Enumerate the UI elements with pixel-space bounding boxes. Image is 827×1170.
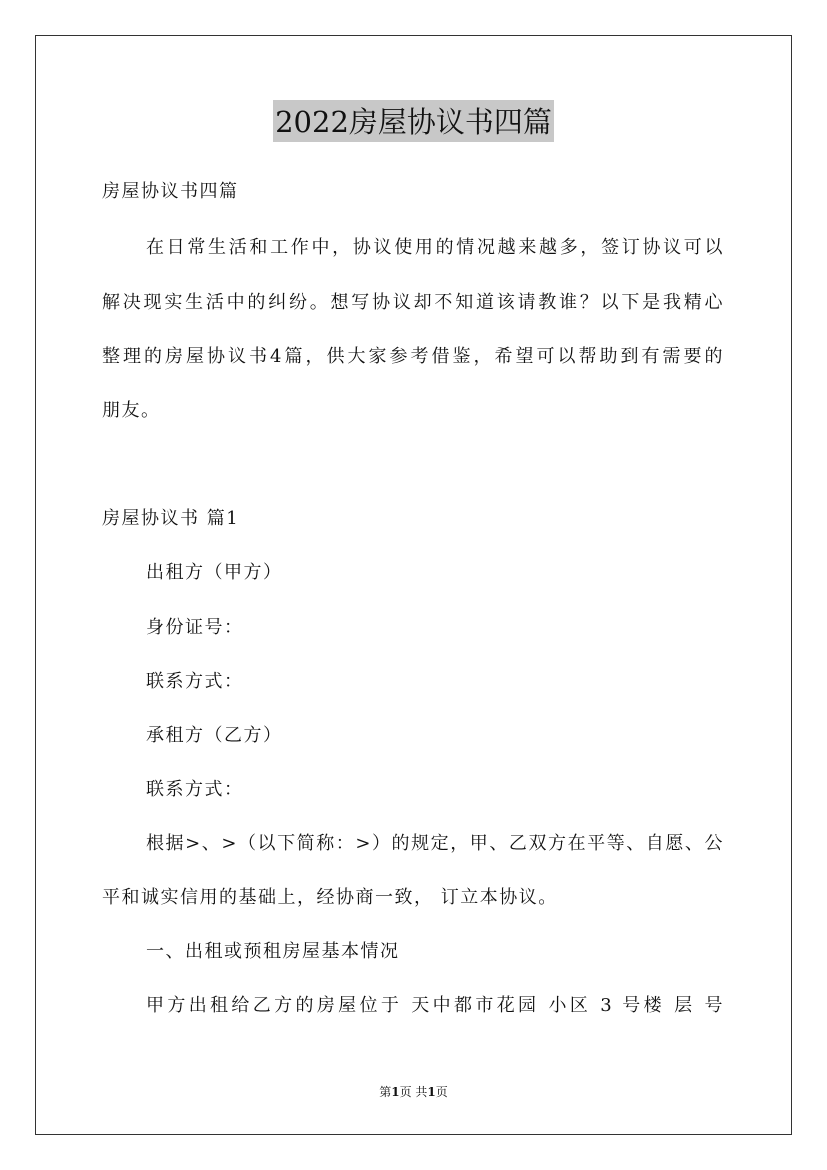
intro-line-3: 整理的房屋协议书4篇，供大家参考借鉴，希望可以帮助到有需要的	[102, 346, 724, 367]
lessee-label: 承租方（乙方）	[146, 725, 283, 746]
lessor-contact-label: 联系方式：	[146, 671, 244, 692]
footer-page-mid: 页 共	[399, 1085, 428, 1099]
lessor-label: 出租方（甲方）	[146, 562, 283, 583]
clause-line-2: 平和诚实信用的基础上，经协商一致， 订立本协议。	[102, 887, 558, 908]
section-heading: 房屋协议书 篇1	[102, 508, 240, 529]
clause-line-1: 根据>、>（以下简称：>）的规定，甲、乙双方在平等、自愿、公	[146, 833, 724, 854]
intro-line-4: 朋友。	[102, 400, 161, 421]
document-subtitle: 房屋协议书四篇	[102, 181, 239, 202]
item-heading: 一、出租或预租房屋基本情况	[146, 941, 400, 962]
intro-line-1: 在日常生活和工作中，协议使用的情况越来越多，签订协议可以	[146, 237, 724, 258]
footer-page-number: 1	[391, 1085, 400, 1099]
document-title: 2022房屋协议书四篇	[273, 100, 554, 142]
title-container	[0, 100, 827, 142]
id-number-label: 身份证号：	[146, 617, 244, 638]
lessee-contact-label: 联系方式：	[146, 779, 244, 800]
item-text: 甲方出租给乙方的房屋位于 天中都市花园 小区 3 号楼 层 号	[146, 995, 724, 1016]
footer-page-prefix: 第	[379, 1085, 392, 1099]
footer-page-total: 1	[427, 1085, 436, 1099]
intro-line-2: 解决现实生活中的纠纷。想写协议却不知道该请教谁？以下是我精心	[102, 292, 724, 313]
footer-page-suffix: 页	[435, 1085, 448, 1099]
page-footer	[0, 1084, 827, 1100]
